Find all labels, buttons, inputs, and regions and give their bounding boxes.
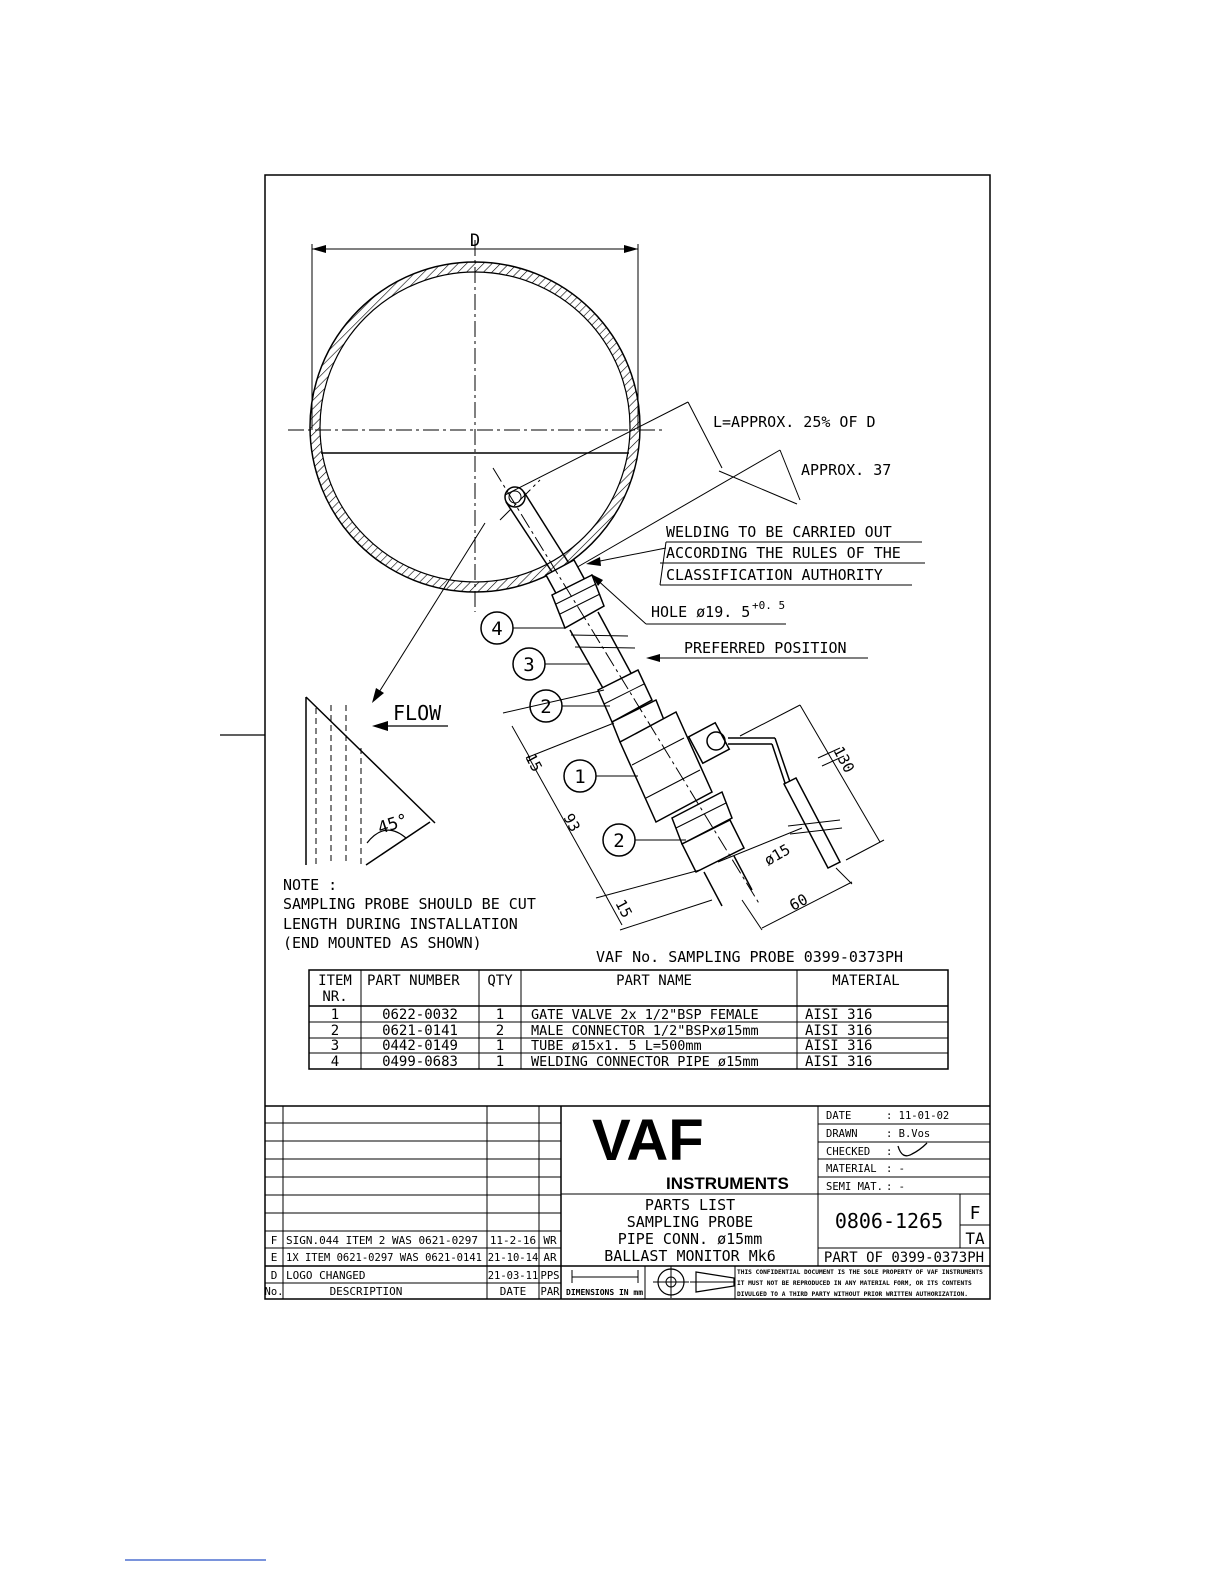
l-approx-label: L=APPROX. 25% OF D <box>713 413 876 431</box>
confidential-line-2: IT MUST NOT BE REPRODUCED IN ANY MATERIAL FORM, OR ITS CONTENTS <box>737 1280 972 1287</box>
label-text: 0442-0149 <box>382 1038 458 1054</box>
projection-symbol <box>653 1266 735 1298</box>
label-text: 3 <box>523 654 535 676</box>
label-text: 21-03-11 <box>487 1270 539 1282</box>
label-text: 1X ITEM 0621-0297 WAS 0621-0141 <box>286 1252 482 1264</box>
col-part-number: PART NUMBER <box>367 973 460 989</box>
label-text: D <box>270 1269 278 1282</box>
date-label: DATE <box>826 1110 852 1122</box>
label-text: 0499-0683 <box>382 1054 458 1070</box>
col-part-name: PART NAME <box>616 973 692 989</box>
label-text: AISI 316 <box>805 1038 873 1054</box>
label-text: DESCRIPTION <box>329 1285 403 1298</box>
label-text: 0622-0032 <box>382 1007 458 1023</box>
title-line-3: PIPE CONN. ø15mm <box>617 1230 763 1248</box>
dim-15-top: 15 <box>521 750 546 775</box>
note-title: NOTE : <box>283 876 338 894</box>
semi-mat-label: SEMI MAT. <box>826 1181 883 1193</box>
date-value: : 11-01-02 <box>886 1110 950 1122</box>
vaf-logo: VAF <box>592 1108 704 1173</box>
label-text: 4 <box>491 618 503 640</box>
revision-header <box>265 1285 561 1298</box>
label-text: 2 <box>613 830 625 852</box>
dimension-d-label: D <box>469 231 481 251</box>
dim-15-bottom: 15 <box>611 896 636 921</box>
label-text: 11-2-16 <box>489 1234 537 1247</box>
label-text: 1 <box>495 1007 505 1023</box>
revision-row <box>271 1234 557 1247</box>
label-text: WELDING CONNECTOR PIPE ø15mm <box>531 1054 759 1070</box>
table-row <box>331 1023 873 1039</box>
label-text: 2 <box>330 1023 340 1039</box>
vaf-number: VAF No. SAMPLING PROBE 0399-0373PH <box>596 948 904 966</box>
balloon-3 <box>513 648 590 680</box>
parts-table <box>309 970 948 1070</box>
label-text: AR <box>543 1251 557 1264</box>
drawn-label: DRAWN <box>826 1128 858 1140</box>
label-text: E <box>270 1251 278 1264</box>
welding-note-line-2: ACCORDING THE RULES OF THE <box>666 544 901 562</box>
label-text: SIGN.044 ITEM 2 WAS 0621-0297 <box>286 1234 479 1247</box>
label-text: 3 <box>330 1038 340 1054</box>
angle-45-label: 45° <box>375 810 411 839</box>
dim-93: 93 <box>559 810 584 835</box>
revision-row <box>271 1251 557 1264</box>
label-text: 1 <box>495 1054 505 1070</box>
table-row <box>331 1054 873 1070</box>
approx-37-label: APPROX. 37 <box>801 461 892 479</box>
welding-note-line-3: CLASSIFICATION AUTHORITY <box>666 566 883 584</box>
material-label: MATERIAL <box>826 1163 877 1175</box>
balloon-2-lower <box>603 824 686 856</box>
preferred-position-label: PREFERRED POSITION <box>684 639 847 657</box>
hole-tolerance: +0. 5 <box>752 599 786 612</box>
label-text: No. <box>264 1286 284 1298</box>
title-block <box>265 1106 990 1299</box>
balloon-4 <box>481 612 566 644</box>
label-text: PPS <box>540 1270 560 1282</box>
label-text: 21-10-14 <box>487 1252 539 1264</box>
col-material: MATERIAL <box>832 973 900 989</box>
label-text: AISI 316 <box>805 1023 873 1039</box>
part-of: PART OF 0399-0373PH <box>823 1250 985 1266</box>
note-line-1: SAMPLING PROBE SHOULD BE CUT <box>283 895 536 913</box>
flow-label: FLOW <box>393 701 442 725</box>
dim-dia15: ø15 <box>761 840 794 870</box>
installation-note <box>283 876 536 952</box>
label-text: 0621-0141 <box>382 1023 458 1039</box>
confidential-line-1: THIS CONFIDENTIAL DOCUMENT IS THE SOLE PROPERTY OF VAF INSTRUMENTS <box>737 1269 983 1276</box>
note-line-3: (END MOUNTED AS SHOWN) <box>283 934 482 952</box>
dim-130: 130 <box>829 743 859 776</box>
label-text: TUBE ø15x1. 5 L=500mm <box>531 1038 702 1054</box>
revision-letter: F <box>969 1203 981 1224</box>
title-line-1: PARTS LIST <box>644 1196 736 1214</box>
drawn-value: : B.Vos <box>886 1128 931 1140</box>
title-line-4: BALLAST MONITOR Mk6 <box>604 1247 776 1265</box>
label-text: 2 <box>540 696 552 718</box>
label-text: GATE VALVE 2x 1/2"BSP FEMALE <box>531 1007 759 1023</box>
label-text: DATE <box>499 1285 527 1298</box>
label-text: 1 <box>574 766 586 788</box>
revision-row <box>271 1269 560 1282</box>
sheet-size: TA <box>965 1229 985 1248</box>
label-text: AISI 316 <box>805 1007 873 1023</box>
flow-indicator <box>306 697 448 865</box>
label-text: F <box>270 1234 278 1247</box>
checked-label: CHECKED <box>826 1146 871 1158</box>
label-text: 1 <box>495 1038 505 1054</box>
label-text: 2 <box>495 1023 505 1039</box>
label-text: 1 <box>330 1007 340 1023</box>
label-text: AISI 316 <box>805 1054 873 1070</box>
dim-60: 60 <box>786 890 811 915</box>
col-item: ITEM <box>318 973 352 989</box>
label-text: 4 <box>330 1054 340 1070</box>
label-text: PAR <box>540 1286 560 1298</box>
dimensions-in: DIMENSIONS IN mm <box>566 1288 644 1297</box>
pipe-section <box>288 240 665 612</box>
semi-mat-value: : - <box>886 1181 905 1193</box>
vaf-logo-sub: INSTRUMENTS <box>666 1174 789 1193</box>
welding-note-line-1: WELDING TO BE CARRIED OUT <box>666 523 892 541</box>
label-text: MALE CONNECTOR 1/2"BSPxø15mm <box>531 1023 759 1039</box>
material-value: : - <box>886 1163 905 1175</box>
hole-label: HOLE ø19. 5 <box>651 603 751 621</box>
drawing-number: 0806-1265 <box>834 1209 944 1233</box>
note-line-2: LENGTH DURING INSTALLATION <box>283 915 518 933</box>
checked-signature <box>898 1143 927 1156</box>
table-row <box>331 1038 873 1054</box>
label-text: WR <box>543 1234 557 1247</box>
balloon-2-upper <box>530 690 610 722</box>
preferred-position-note <box>646 639 868 662</box>
title-line-2: SAMPLING PROBE <box>626 1213 754 1231</box>
col-qty: QTY <box>487 973 513 989</box>
checked-value: : <box>886 1146 893 1158</box>
table-row <box>331 1007 873 1023</box>
col-item-nr: NR. <box>322 989 348 1005</box>
label-text: LOGO CHANGED <box>286 1269 366 1282</box>
confidential-line-3: DIVULGED TO A THIRD PARTY WITHOUT PRIOR WRITTEN AUTHORIZATION. <box>737 1291 968 1298</box>
balloon-1 <box>564 760 638 792</box>
